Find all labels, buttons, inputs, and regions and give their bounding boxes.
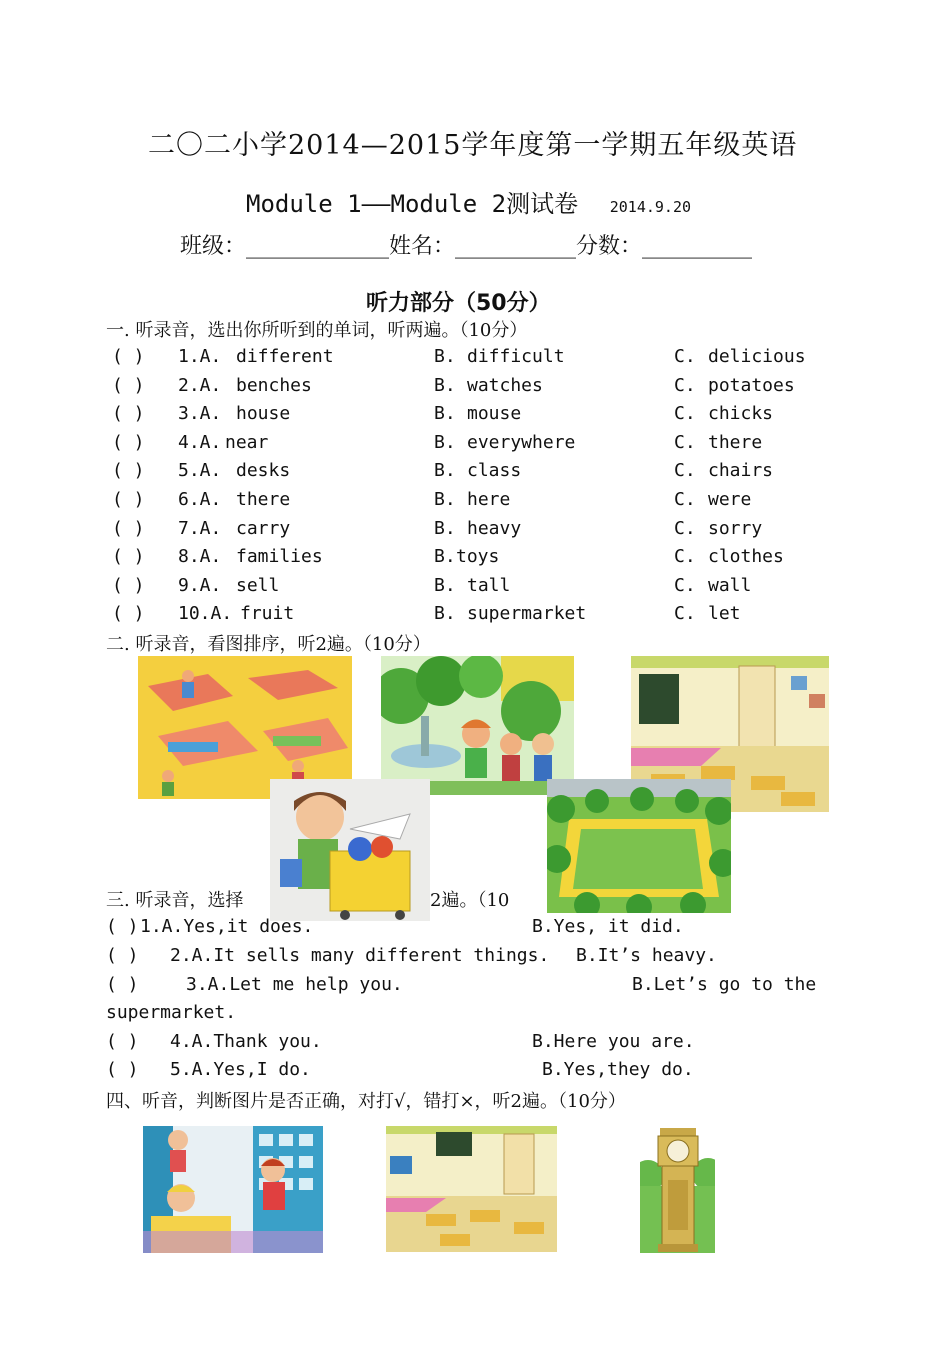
name-blank: ___________ (455, 234, 577, 259)
girl-with-cart-picture (270, 779, 430, 921)
supermarket-picture (138, 656, 352, 799)
answer-bracket: ( ) (112, 460, 145, 481)
option-a: carry (236, 518, 291, 539)
option-a: 3.A.Let me help you. (186, 974, 403, 995)
option-a: different (236, 346, 334, 367)
shop-children-picture (143, 1126, 323, 1253)
exam-title: 二〇二小学2014—2015学年度第一学期五年级英语 (148, 130, 798, 161)
option-b-label: B. (434, 403, 456, 424)
answer-bracket: ( ) (106, 945, 139, 966)
classroom-desks-picture (386, 1126, 557, 1252)
option-a: desks (236, 460, 291, 481)
option-b: supermarket (467, 603, 587, 624)
score-label: 分数： (576, 234, 643, 259)
option-b: B.Here you are. (532, 1031, 695, 1052)
student-info-line (180, 229, 752, 260)
option-b: here (467, 489, 511, 510)
answer-bracket: ( ) (106, 1031, 139, 1052)
option-c-label: C. (674, 546, 696, 567)
option-b: B.Yes, it did. (532, 916, 684, 937)
clock-tower-picture (640, 1126, 715, 1253)
answer-bracket: ( ) (106, 916, 139, 937)
option-c: wall (708, 575, 752, 596)
option-a: there (236, 489, 291, 510)
option-c: delicious (708, 346, 806, 367)
option-b: mouse (467, 403, 522, 424)
option-a: 2.A.It sells many different things. (170, 945, 550, 966)
option-b: tall (467, 575, 511, 596)
option-a: house (236, 403, 291, 424)
option-b: class (467, 460, 522, 481)
answer-bracket: ( ) (112, 403, 145, 424)
part1-heading: 一. 听录音，选出你所听到的单词，听两遍。（10分） (106, 320, 528, 341)
option-b-label: B. (434, 460, 456, 481)
option-c-label: C. (674, 460, 696, 481)
question-number: 8.A. (178, 546, 222, 567)
listening-section-title: 听力部分（50分） (366, 291, 551, 316)
answer-bracket: ( ) (112, 375, 145, 396)
option-c: were (708, 489, 752, 510)
question-number: 3.A. (178, 403, 222, 424)
part3-heading-left: 三. 听录音，选择 (106, 890, 244, 911)
answer-bracket: ( ) (112, 603, 145, 624)
option-c-label: C. (674, 603, 696, 624)
option-b: difficult (467, 346, 565, 367)
answer-bracket: ( ) (112, 489, 145, 510)
option-a: benches (236, 375, 312, 396)
question-number: 2.A. (178, 375, 222, 396)
park-fountain-picture (381, 656, 574, 795)
answer-bracket: ( ) (112, 518, 145, 539)
option-b-label: B. (434, 375, 456, 396)
option-c: clothes (708, 546, 784, 567)
question-number: 7.A. (178, 518, 222, 539)
question-number: 1.A. (178, 346, 222, 367)
option-a: 5.A.Yes,I do. (170, 1059, 311, 1080)
exam-date: 2014.9.20 (609, 198, 692, 216)
answer-bracket: ( ) (106, 974, 139, 995)
question-number: 5.A. (178, 460, 222, 481)
name-label: 姓名： (389, 234, 456, 259)
option-b-label: B. (434, 346, 456, 367)
option-b-label: B. (434, 575, 456, 596)
option-b: heavy (467, 518, 522, 539)
option-a: fruit (240, 603, 295, 624)
module-range: Module 1——Module 2测试卷 (246, 190, 579, 218)
option-a: sell (236, 575, 280, 596)
option-c-label: C. (674, 489, 696, 510)
option-b: everywhere (467, 432, 576, 453)
part2-heading: 二. 听录音，看图排序，听2遍。（10分） (106, 634, 431, 655)
park-field-picture (547, 779, 731, 913)
question-number: 6.A. (178, 489, 222, 510)
option-b-label: B. (434, 546, 456, 567)
option-a: families (236, 546, 323, 567)
option-c-label: C. (674, 432, 696, 453)
option-b: B.Let’s go to the (632, 974, 817, 995)
option-c-label: C. (674, 575, 696, 596)
class-label: 班级： (180, 234, 247, 259)
option-b: toys (456, 546, 500, 567)
option-a: supermarket. (106, 1002, 237, 1023)
answer-bracket: ( ) (106, 1059, 139, 1080)
option-a: 4.A.Thank you. (170, 1031, 322, 1052)
part4-heading: 四、听音，判断图片是否正确，对打√，错打×，听2遍。（10分） (106, 1091, 626, 1112)
option-b-label: B. (434, 603, 456, 624)
part3-heading-right: 2遍。（10 (430, 890, 510, 911)
option-a: near (225, 432, 269, 453)
option-c: chairs (708, 460, 774, 481)
class-blank: _____________ (246, 234, 390, 259)
option-b-label: B. (434, 518, 456, 539)
option-a: 1.A.Yes,it does. (140, 916, 314, 937)
question-number: 9.A. (178, 575, 222, 596)
option-c-label: C. (674, 375, 696, 396)
option-b-label: B. (434, 432, 456, 453)
answer-bracket: ( ) (112, 346, 145, 367)
question-number: 4.A. (178, 432, 222, 453)
option-c: let (708, 603, 741, 624)
option-c: potatoes (708, 375, 795, 396)
option-c-label: C. (674, 518, 696, 539)
option-c: chicks (708, 403, 774, 424)
score-blank: __________ (642, 234, 753, 259)
option-b: watches (467, 375, 543, 396)
answer-bracket: ( ) (112, 575, 145, 596)
option-b: B.It’s heavy. (576, 945, 717, 966)
option-b-label: B. (434, 489, 456, 510)
option-c-label: C. (674, 346, 696, 367)
exam-subtitle (246, 184, 691, 219)
answer-bracket: ( ) (112, 432, 145, 453)
option-c-label: C. (674, 403, 696, 424)
question-number: 10.A. (178, 603, 233, 624)
option-c: sorry (708, 518, 763, 539)
answer-bracket: ( ) (112, 546, 145, 567)
option-b: B.Yes,they do. (542, 1059, 694, 1080)
option-c: there (708, 432, 763, 453)
